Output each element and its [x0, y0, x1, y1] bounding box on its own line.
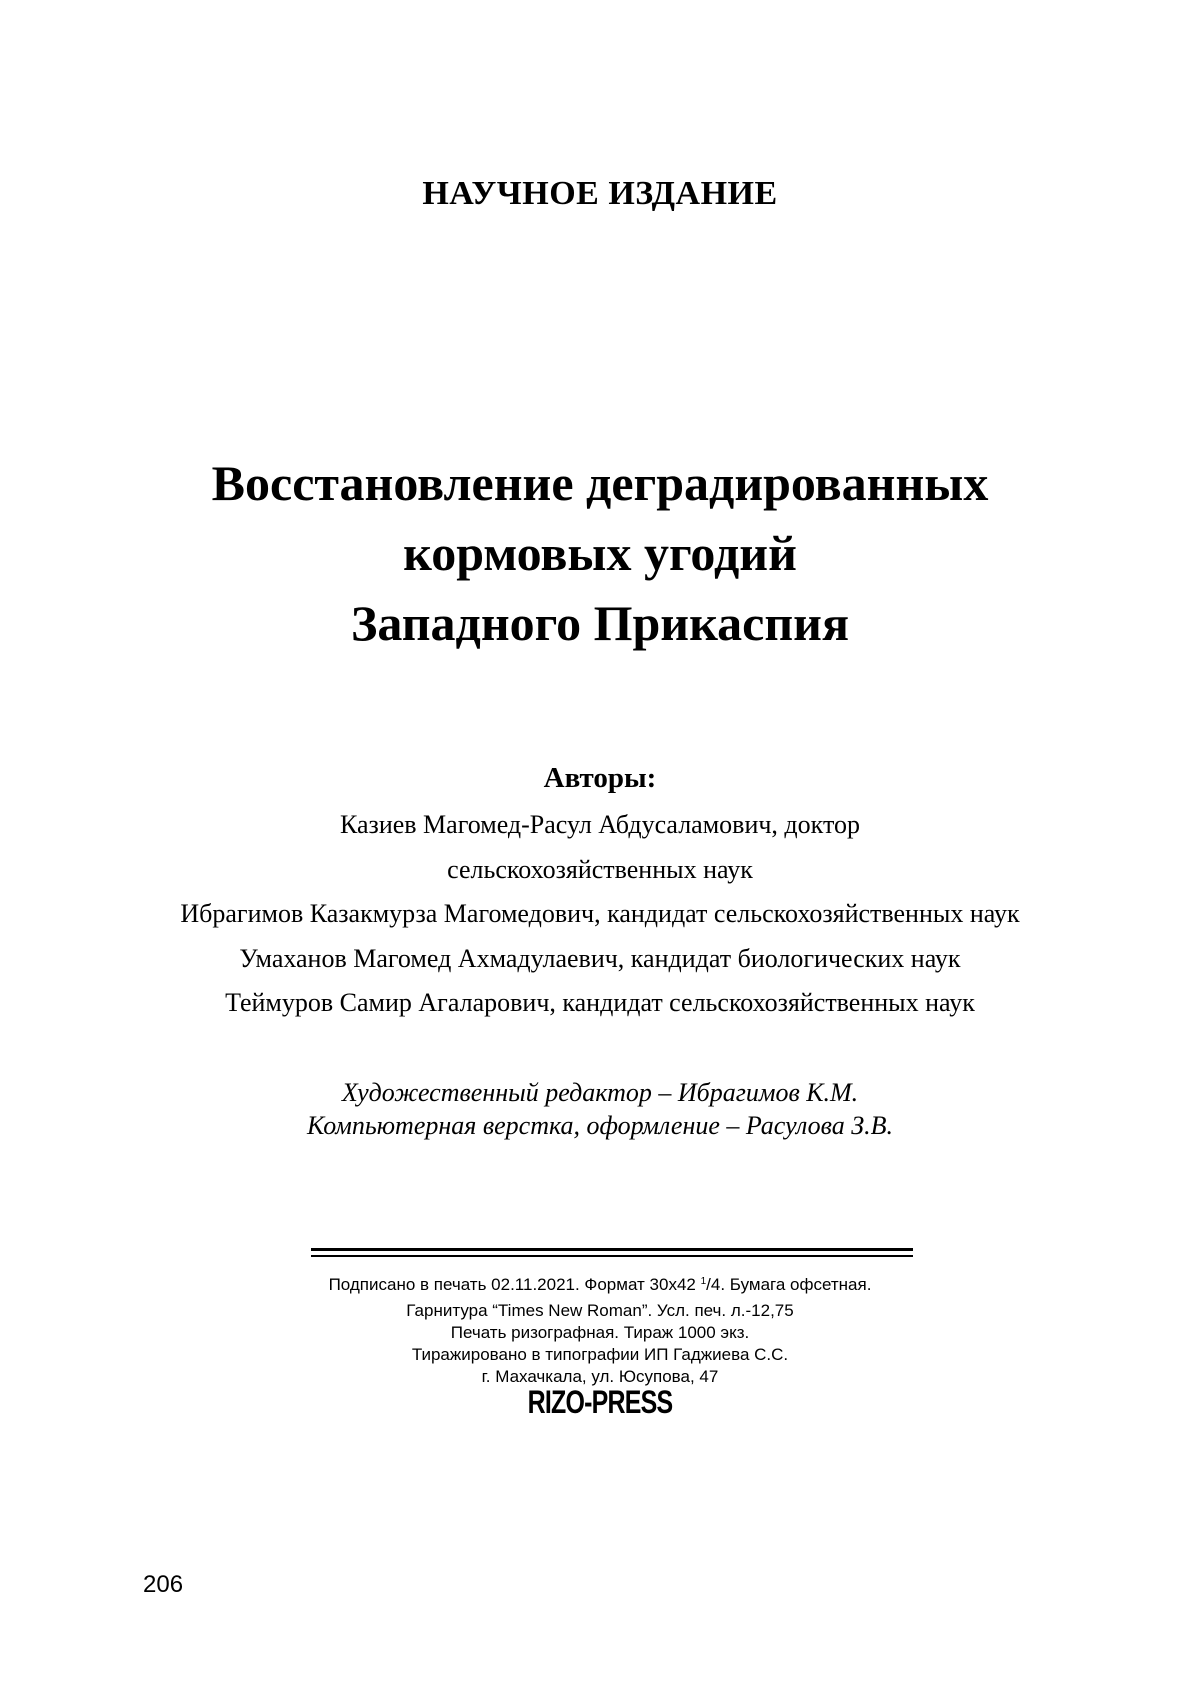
credits [0, 1076, 1200, 1142]
author-line: сельскохозяйственных наук [447, 854, 753, 884]
imprint-line-printer: Тиражировано в типографии ИП Гаджиева С.С. [411, 1345, 789, 1364]
book-title-line: кормовых угодий [403, 525, 797, 581]
book-title-line: Западного Прикаспия [350, 595, 850, 651]
series-label: НАУЧНОЕ ИЗДАНИЕ [422, 175, 778, 212]
imprint-line-address: г. Махачкала, ул. Юсупова, 47 [481, 1367, 719, 1386]
art-editor-credit: Художественный редактор – Ибрагимов К.М. [341, 1078, 859, 1107]
author-line: Умаханов Магомед Ахмадулаевич, кандидат биологических наук [239, 943, 961, 973]
authors-list [0, 803, 1200, 1026]
author-line: Казиев Магомед-Расул Абдусаламович, доктор [340, 810, 860, 839]
imprint-paper-text: . Бумага офсетная. [720, 1275, 872, 1294]
book-title [0, 448, 1200, 658]
imprint-print-date-text: Подписано в печать 02.11.2021. Формат 30х42 [328, 1275, 696, 1294]
book-title-line: Восстановление деградированных [211, 455, 989, 511]
imprint-block [0, 1271, 1200, 1388]
imprint-line-print-date [0, 1271, 1200, 1296]
layout-design-credit: Компьютерная верстка, оформление – Расулова З.В. [307, 1111, 893, 1140]
author-line: Ибрагимов Казакмурза Магомедович, кандидат сельскохозяйственных наук [180, 899, 1020, 928]
double-rule-top [311, 1248, 913, 1251]
format-fraction-numerator: 1 [700, 1276, 707, 1287]
format-fraction-denominator: /4 [706, 1275, 721, 1294]
authors-heading: Авторы: [543, 762, 657, 794]
imprint-line-print-run: Печать ризографная. Тираж 1000 экз. [450, 1323, 750, 1342]
imprint-line-typeface: Гарнитура “Times New Roman”. Усл. печ. л.-12,75 [406, 1301, 794, 1320]
publisher-logo: RIZO-PRESS [527, 1384, 673, 1420]
author-line: Теймуров Самир Агаларович, кандидат сельскохозяйственных наук [225, 988, 975, 1017]
double-rule-bottom [311, 1255, 913, 1257]
page-number: 206 [143, 1571, 184, 1598]
